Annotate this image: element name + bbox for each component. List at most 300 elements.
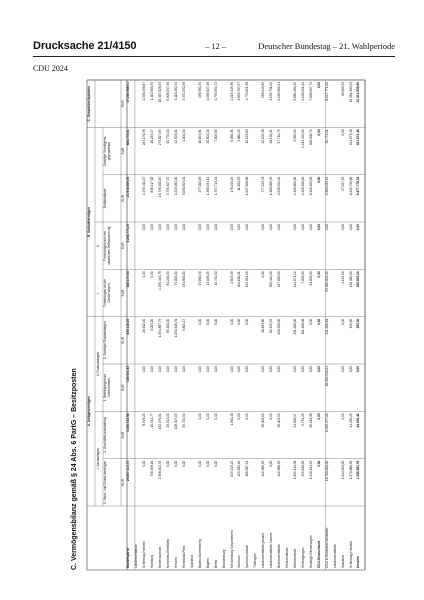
row-label: Bundespartei — [126, 547, 131, 568]
table-cell: 305.440,00 — [269, 271, 274, 288]
unit-label: EUR — [121, 147, 125, 155]
row-label: Nordrhein-Westfalen — [166, 538, 171, 568]
unit-label: EUR — [121, 384, 125, 392]
table-cell: 44.430,29 — [348, 413, 353, 428]
table-cell — [191, 224, 199, 268]
table-cell: 1.558.827,48 — [205, 82, 210, 101]
table-cell: 0,00 — [213, 366, 218, 373]
table-cell: 0,00 — [142, 224, 147, 231]
table-cell: 0,00 — [205, 413, 210, 420]
table-cell: 0,00 — [166, 366, 171, 373]
party-label: CDU 2024 — [33, 64, 68, 73]
table-cell: 0,00 — [300, 224, 305, 231]
table-cell: 3.230.142,98 — [126, 413, 131, 432]
row-label: Rheinland-Pfalz — [181, 545, 186, 568]
table-cell: 0,00 — [174, 460, 178, 467]
table-cell: 8.227.771,00 — [324, 82, 329, 101]
table-cell: 777.223,76 — [261, 176, 266, 193]
table-cell: 0,00 — [229, 366, 234, 373]
subgroup-header: I. Sachanlagen — [96, 448, 100, 470]
table-cell: 16.694,81 — [197, 129, 202, 144]
table-cell: 0,00 — [205, 224, 210, 231]
table-cell: 0,00 — [197, 366, 202, 373]
table-cell: 0,00 — [324, 224, 329, 231]
table-cell: 0,00 — [277, 224, 282, 231]
table-cell: 0,00 — [340, 318, 345, 325]
table-cell: 629.213,22 — [229, 460, 234, 477]
table-cell — [135, 271, 143, 315]
table-cell — [334, 129, 342, 173]
row-label: Bayern — [205, 557, 210, 568]
table-cell: 3.795.407,70 — [166, 176, 171, 196]
table-cell: 7.200,00 — [300, 271, 305, 284]
table-cell: 1.517.628,86 — [245, 176, 250, 196]
table-cell — [191, 413, 199, 457]
table-cell: 0,00 — [229, 318, 234, 325]
table-cell — [191, 461, 199, 505]
table-cell: 1.050.646,31 — [174, 318, 178, 338]
table-cell: 23.890,90 — [197, 271, 202, 286]
table-cell: 884.778,81 — [126, 129, 131, 146]
column-header: Forderungen aus der staatlichen Teilfinanzierung — [103, 226, 111, 265]
column-header: Forderungen an die Gliederungen — [103, 279, 111, 307]
row-label: Sonstige Gliederungen — [308, 535, 313, 568]
row-label: Landesverbände Summe — [269, 532, 274, 568]
page-header — [33, 40, 395, 54]
table-cell: 421.873,46 — [356, 129, 361, 146]
table-cell: 5.680.464,95 — [293, 82, 297, 101]
table-cell — [223, 224, 231, 268]
table-cell: 0,00 — [181, 460, 186, 467]
table-cell: 645.137,04 — [126, 271, 131, 288]
unit-label: EUR — [121, 431, 125, 439]
column-header: Sonstige Vermögens-gegenstände — [103, 135, 111, 167]
table-cell: 129.581,00 — [245, 271, 250, 288]
table-cell: 0,00 — [269, 224, 274, 231]
table-cell: 196.460,00 — [348, 271, 353, 288]
table-cell: 176.043,25 — [229, 176, 234, 193]
table-cell: 0,00 — [316, 176, 321, 183]
table-cell: 12.202,38 — [261, 129, 266, 144]
table-cell: 848.417,00 — [150, 176, 155, 193]
table-cell — [135, 461, 143, 505]
table-cell: 2.015.445,38 — [229, 82, 234, 101]
table-cell: 0,00 — [277, 366, 282, 373]
table-cell: 0,00 — [348, 224, 353, 231]
table-cell: 0,00 — [181, 366, 186, 373]
table-cell: 3.880,22 — [237, 129, 242, 142]
unit-label: EUR — [121, 478, 125, 486]
table-cell: 1.396.438,87 — [142, 82, 147, 101]
row-label: Landesverbände — [332, 544, 337, 568]
table-cell: 1.833.767,97 — [237, 82, 242, 101]
row-label: Berlin — [213, 559, 218, 568]
table-cell — [254, 271, 262, 315]
table-cell: 1.285.582,39 — [356, 460, 361, 480]
table-cell — [223, 319, 231, 363]
table-cell: 1.797.713,01 — [213, 176, 218, 196]
table-cell: 25.912,00 — [166, 413, 171, 428]
table-cell: 4.145,00 — [340, 271, 345, 284]
table-cell: 0,00 — [245, 366, 250, 373]
row-label: Vereinigungen — [300, 547, 305, 568]
table-cell: 0,00 — [340, 413, 345, 420]
table-cell: 132.476,01 — [158, 413, 163, 430]
table-cell: 1.213.450,00 — [300, 129, 305, 148]
row-label: Mecklenburg-Vorpommern — [229, 530, 234, 568]
table-cell: 18.467.828,93 — [158, 82, 163, 103]
table-cell: 130.320,00 — [277, 318, 282, 335]
table-cell: 1.000,00 — [181, 129, 186, 142]
table-cell: 421.873,46 — [348, 129, 353, 146]
table-cell: 1.509.149,06 — [293, 460, 297, 480]
table-cell: 8.450.750,80 — [348, 176, 353, 196]
table-cell: 0,00 — [150, 224, 155, 231]
table-cell: 0,00 — [316, 271, 321, 278]
rotated-table-area — [71, 80, 371, 570]
table-cell: 0,00 — [150, 271, 155, 278]
unit-label: EUR — [121, 336, 125, 344]
table-cell: 0,00 — [316, 366, 321, 373]
table-cell: 53.365.502,30 — [324, 271, 329, 292]
header-rule — [33, 56, 395, 57]
table-cell: 3.370.232,98 — [181, 82, 186, 101]
table-cell — [286, 366, 294, 410]
subgroup-header: II. Finanzanlagen — [96, 351, 100, 377]
table-cell: 6.808.547,30 — [166, 82, 171, 101]
table-cell — [254, 366, 262, 410]
table-cell: 6.100.463,00 — [308, 176, 313, 196]
balance-table — [83, 80, 367, 570]
table-cell: 3.960,00 — [293, 129, 297, 142]
table-cell: 123.382,40 — [237, 460, 242, 477]
table-cell — [334, 366, 342, 410]
table-cell: 5.360.033,24 — [324, 176, 329, 196]
table-cell: 2.400.460,00 — [300, 176, 305, 196]
table-cell: 0,00 — [245, 413, 250, 420]
row-label: Landesverbände — [134, 544, 139, 568]
group-header-current-assets: B. Umlaufvermögen — [87, 206, 91, 238]
table-cell: 1.210.101,43 — [308, 460, 313, 480]
table-cell: 0,00 — [205, 366, 210, 373]
table-cell: 26.612,40 — [142, 318, 147, 333]
table-cell: 0,00 — [205, 318, 210, 325]
table-cell: 204.176,96 — [142, 129, 147, 146]
table-cell: 79.000,00 — [174, 271, 178, 286]
table-cell: 427.050,00 — [277, 271, 282, 288]
table-cell: 81.220,00 — [166, 271, 171, 286]
table-cell: 0,00 — [308, 318, 313, 325]
table-cell: 1.562,48 — [229, 413, 234, 426]
table-cell: 10.384.389,93 — [348, 82, 353, 103]
rotated-content — [71, 80, 371, 570]
table-cell: 26.403,00 — [261, 413, 266, 428]
table-cell: 30.779,01 — [324, 129, 329, 144]
table-cell: 1.555.731,22 — [269, 82, 274, 101]
table-cell: 1.354.887,75 — [158, 318, 163, 338]
column-header: 1. Beteiligungen an Unternehmen — [103, 374, 111, 402]
table-cell: 8.993,20 — [142, 413, 147, 426]
table-cell: 477.000,83 — [197, 176, 202, 193]
table-cell: 0,00 — [316, 224, 321, 231]
table-cell: 456.560,34 — [197, 82, 202, 98]
table-cell: 2.213.082,00 — [174, 176, 178, 196]
row-label: Hessen — [174, 557, 178, 568]
periodical-title: Deutscher Bundestag – 21. Wahlperiode — [258, 41, 395, 51]
table-cell: 0,00 — [348, 366, 353, 373]
table-cell: 10.942,77 — [150, 413, 155, 428]
table-cell: 6.495.377,00 — [324, 413, 329, 432]
table-cell: 160.587,91 — [245, 460, 250, 477]
table-cell: 195,50 — [348, 318, 353, 329]
table-cell: 0,00 — [237, 224, 242, 231]
table-cell: 21.918.569,55 — [126, 176, 131, 198]
table-cell: 0,00 — [174, 366, 178, 373]
table-cell: 3.115.482,94 — [174, 82, 178, 101]
table-cell: 28.130,31 — [269, 129, 274, 144]
table-cell: 65.200,00 — [166, 318, 171, 333]
table-cell: 0,00 — [237, 318, 242, 325]
table-cell: 0,00 — [142, 366, 147, 373]
table-cell: 0,00 — [316, 82, 321, 89]
table-cell: 55.719,50 — [181, 413, 186, 428]
row-label: Brandenburg — [221, 549, 226, 568]
table-cell: 144.871,12 — [293, 271, 297, 288]
table-cell: 28.569,93 — [340, 82, 345, 97]
table-cell: 142.586,52 — [261, 460, 266, 477]
table-cell: 3.246.773,25 — [126, 224, 131, 243]
table-cell: 44.630,42 — [356, 413, 361, 428]
row-label: Sachsen-Anhalt — [245, 545, 250, 568]
table-cell: 57.710,75 — [277, 129, 282, 144]
row-label: Gesamt — [356, 556, 361, 568]
table-cell: 27.027,53 — [340, 176, 345, 191]
table-cell: 109.501,83 — [126, 366, 131, 382]
table-cell: 0,00 — [356, 366, 361, 373]
table-cell: 2.603,58 — [229, 271, 234, 284]
table-cell: 142.586,52 — [277, 460, 282, 477]
table-cell: 2.368.402,33 — [158, 460, 163, 480]
table-cell: 15.740,00 — [213, 271, 218, 286]
table-cell: 0,00 — [197, 413, 202, 420]
table-cell: 26.403,00 — [277, 413, 282, 428]
table-cell: 60.218,38 — [308, 413, 313, 428]
row-label: Sachsen — [237, 555, 242, 568]
table-cell: 2.230.521,00 — [277, 176, 282, 196]
table-cell: 758.398,16 — [150, 460, 155, 477]
page-number: – 12 – — [205, 41, 227, 51]
unit-label: EUR — [121, 194, 125, 202]
table-cell: 404.180,01 — [237, 271, 242, 288]
unit-label: EUR — [121, 242, 125, 250]
table-cell: 1.244.902,00 — [340, 460, 345, 480]
table-cell: 0,00 — [269, 366, 274, 373]
table-cell: 6.830,31 — [229, 129, 234, 142]
table-cell: 0,00 — [213, 413, 218, 420]
table-cell: 0,00 — [213, 318, 218, 325]
unit-label: EUR — [121, 100, 125, 108]
column-header: Geldbestände — [103, 188, 107, 209]
table-cell: 4.196.201,44 — [300, 82, 305, 101]
table-cell: 3.003,20 — [150, 318, 155, 332]
row-label: Schleswig-Holstein — [142, 541, 147, 568]
table-cell: 0,00 — [150, 366, 155, 373]
unit-label: EUR — [121, 289, 125, 297]
table-cell: 0,00 — [197, 460, 202, 467]
table-cell: 20.802,10 — [205, 129, 210, 144]
table-cell — [191, 366, 199, 410]
row-label: Baden-Württemberg — [197, 539, 202, 568]
table-cell: 295,00 — [356, 318, 361, 329]
table-cell: 0,00 — [142, 460, 147, 467]
table-cell: 62.155,33 — [269, 318, 274, 333]
table-cell — [135, 224, 143, 268]
table-cell: 2.150.962,21 — [277, 82, 282, 101]
table-cell: 0,00 — [229, 224, 234, 231]
row-label: CDU-Deutschland — [316, 540, 321, 568]
table-cell: 0,00 — [340, 224, 345, 231]
table-cell: 433.118,35 — [126, 318, 131, 335]
table-cell: 0,00 — [316, 413, 321, 420]
table-cell: 3.056.503,01 — [181, 176, 186, 196]
table-cell: 8.477.778,33 — [356, 176, 361, 196]
table-cell: 431.800,00 — [181, 271, 186, 288]
table-cell: 0,00 — [142, 271, 147, 278]
row-label: Kreisverbände — [285, 547, 290, 568]
table-cell: 958.949,89 — [261, 82, 266, 98]
table-cell — [334, 319, 342, 363]
table-cell: 0,00 — [197, 224, 202, 231]
table-cell: 0,00 — [158, 366, 163, 373]
column-header: 2. Sonstige Finanzanlagen — [103, 321, 107, 360]
table-cell: 0,00 — [269, 413, 274, 420]
table-cell: 11.651,53 — [237, 176, 242, 191]
table-cell: 0,00 — [356, 224, 361, 231]
table-cell: 0,00 — [237, 413, 242, 420]
table-cell: 241.260,61 — [324, 318, 329, 335]
table-cell: 1.250.443,78 — [158, 271, 163, 290]
table-cell: 499.810,09 — [300, 460, 305, 477]
row-label: Bezirksverbände — [277, 544, 282, 568]
table-cell: 0,00 — [181, 224, 186, 231]
table-cell: 0,00 — [316, 318, 321, 325]
table-cell: 24.906,17 — [293, 413, 297, 428]
table-cell: 16.234,47 — [150, 129, 155, 144]
table-cell: 16.758.200,67 — [158, 176, 163, 198]
table-cell: 128.407,05 — [174, 413, 178, 430]
table-cell: 3.801,17 — [181, 318, 186, 332]
row-label: Hamburg — [150, 554, 155, 568]
table-cell: 0,00 — [340, 366, 345, 373]
table-cell: 1.770.691,38 — [245, 82, 250, 101]
table-cell: 273.827,89 — [158, 129, 163, 146]
table-cell — [135, 366, 143, 410]
table-cell: 26.483,80 — [261, 318, 266, 333]
row-label: Landesverbände gesamt — [261, 532, 266, 568]
table-cell: 0,00 — [261, 271, 266, 278]
table-cell: 12.123,62 — [245, 129, 250, 144]
table-cell: 7.805,85 — [213, 129, 218, 142]
table-cell: 0,00 — [245, 224, 250, 231]
table-cell: 0,00 — [245, 318, 250, 325]
table-cell: 10.412.959,86 — [356, 82, 361, 103]
table-cell: 200.605,00 — [356, 271, 361, 288]
document-number: Drucksache 21/4150 — [33, 40, 137, 52]
table-cell: 26.807.213,73 — [126, 460, 131, 482]
table-cell — [334, 413, 342, 457]
table-cell: 7.658.907,74 — [308, 82, 313, 101]
table-cell — [191, 319, 199, 363]
table-cell: 1.270.680,32 — [348, 460, 353, 480]
table-cell: 0,00 — [166, 460, 171, 467]
table-cell: 26.369.540,23 — [324, 366, 329, 387]
table-cell — [254, 224, 262, 268]
subgroup-header: II. — [96, 244, 100, 248]
table-cell — [334, 224, 342, 268]
column-header — [104, 81, 121, 126]
table-cell: 81.200,00 — [308, 271, 313, 286]
table-cell: 206.906,72 — [308, 129, 313, 146]
row-label: Saarland — [189, 555, 194, 568]
table-cell: 90.770,00 — [166, 129, 171, 144]
table-cell: 101.406,08 — [300, 318, 305, 335]
table-cell: 5.734,29 — [300, 413, 305, 426]
table-cell: 4.300.800,00 — [293, 176, 297, 196]
table-cell: 16.700.000,00 — [324, 460, 329, 482]
row-label: Niedersachsen — [158, 546, 163, 568]
group-header-fixed-assets: A. Anlagevermögen — [87, 396, 91, 427]
row-label: Ortsverbände — [293, 548, 297, 568]
row-label: Saarland — [340, 555, 345, 568]
table-cell: 0,00 — [166, 224, 171, 231]
column-header: 1. Haus- und Grund-vermögen — [103, 460, 107, 504]
table-cell: 0,00 — [308, 224, 313, 231]
table-cell: 1.380.034,12 — [205, 176, 210, 196]
table-cell: 0,00 — [213, 460, 218, 467]
table-cell — [223, 366, 231, 410]
table-cell: 0,00 — [308, 366, 313, 373]
table-cell: 1.993.411,47 — [142, 176, 147, 196]
group-header-total: C. Gesamtbesitzposten — [87, 86, 91, 122]
table-cell: 0,00 — [213, 224, 218, 231]
table-cell: 0,00 — [269, 460, 274, 467]
table-cell: 57.265.588,01 — [126, 82, 131, 103]
table-cell: 0,00 — [293, 224, 297, 231]
table-cell: 0,00 — [300, 366, 305, 373]
table-cell: 0,00 — [237, 366, 242, 373]
table-cell: 0,00 — [293, 366, 297, 373]
row-label: CDU in Nordrhein-Westfalen — [324, 527, 329, 568]
table-cell: 231.280,00 — [293, 318, 297, 335]
table-cell: 0,00 — [158, 224, 163, 231]
table-cell: 0,00 — [261, 366, 266, 373]
table-cell: 0,00 — [340, 129, 345, 136]
table-cell: 13.048,25 — [205, 271, 210, 286]
column-header: 2. Geschäfts-ausstattung — [103, 417, 107, 453]
row-label: Thüringen — [253, 553, 258, 568]
table-cell: 1.160.006,33 — [269, 176, 274, 196]
table-cell: 0,00 — [316, 129, 321, 136]
table-cell: 0,00 — [205, 460, 210, 467]
section-title: C. Vermögensbilanz gemäß § 24 Abs. 6 PartG – Besitzposten — [71, 368, 78, 570]
table-cell: 0,00 — [197, 318, 202, 325]
table-cell: 0,00 — [316, 460, 321, 467]
table-cell: 0,00 — [174, 224, 178, 231]
table-cell: 1.799.554,72 — [213, 82, 218, 101]
subgroup-header: I. — [96, 292, 100, 294]
table-cell: 0,00 — [261, 224, 266, 231]
table-cell: 42.503,01 — [174, 129, 178, 144]
